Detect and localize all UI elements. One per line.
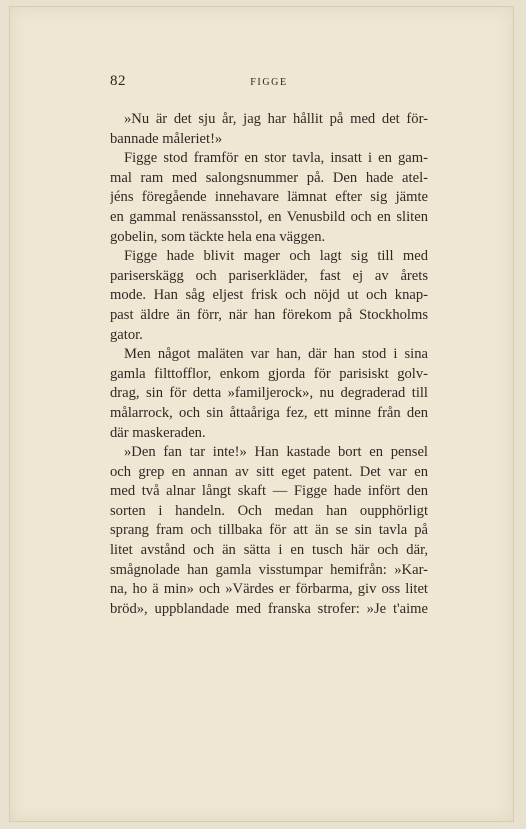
running-title: FIGGE (250, 77, 288, 88)
text-line: »Nu är det sju år, jag har hållit på med det för- (124, 111, 428, 127)
text-line: bannade måleriet!» (110, 130, 223, 147)
text-line: na, ho ä min» och »Värdes er förbarma, giv oss litet (110, 581, 428, 598)
text-line: bröd», uppblandade med franska strofer: »Je t'aime (110, 600, 428, 617)
paragraph (110, 247, 428, 345)
text-line: smågnolade han gamla visstumpar hemifrån: »Kar- (110, 561, 428, 578)
text-line: »Den fan tar inte!» Han kastade bort en pensel (124, 444, 428, 461)
text-line: drag, sin för detta »familjerock», nu degraderad till (110, 385, 428, 402)
paragraph (110, 149, 428, 247)
body-text (110, 110, 428, 619)
text-line: gamla filttofflor, enkom gjorda för parisiskt golv- (110, 365, 428, 382)
text-line: målarrock, och sin åttaåriga fez, ett minne från den (110, 404, 428, 421)
text-line: med två alnar långt skaft — Figge hade infört den (110, 483, 428, 500)
text-line: och grep en annan av sitt eget patent. Det var en (110, 463, 428, 480)
text-line: sorten i handeln. Och medan han oupphörligt (110, 502, 428, 519)
text-line: mode. Han såg eljest frisk och nöjd ut och knap- (110, 287, 428, 304)
text-line: gator. (110, 326, 143, 343)
text-line: pariserskägg och pariserkläder, fast ej av årets (110, 267, 428, 284)
text-line: sprang fram och tillbaka för att än se sin tavla på (110, 522, 428, 539)
page-header (110, 73, 428, 93)
text-line: Men något maläten var han, där han stod i sina (124, 346, 428, 363)
paragraph (110, 110, 428, 149)
text-line: en gammal renässansstol, en Venusbild och en sliten (110, 208, 428, 225)
text-line: mal ram med salongsnummer på. Den hade atel- (110, 169, 428, 186)
text-line: Figge stod framför en stor tavla, insatt i en gam- (124, 150, 428, 167)
paragraph (110, 345, 428, 443)
paragraph (110, 443, 428, 619)
text-line: Figge hade blivit mager och lagt sig till med (124, 248, 428, 265)
text-line: där maskeraden. (110, 424, 206, 441)
text-line: litet avstånd och än sätta i en tusch här och där, (110, 542, 428, 559)
page-number: 82 (110, 73, 126, 89)
text-line: past äldre än förr, när han förekom på Stockholms (110, 306, 428, 323)
text-line: jéns föregående innehavare lämnat efter sig jämte (110, 189, 428, 206)
text-line: gobelin, som täckte hela ena väggen. (110, 228, 326, 245)
